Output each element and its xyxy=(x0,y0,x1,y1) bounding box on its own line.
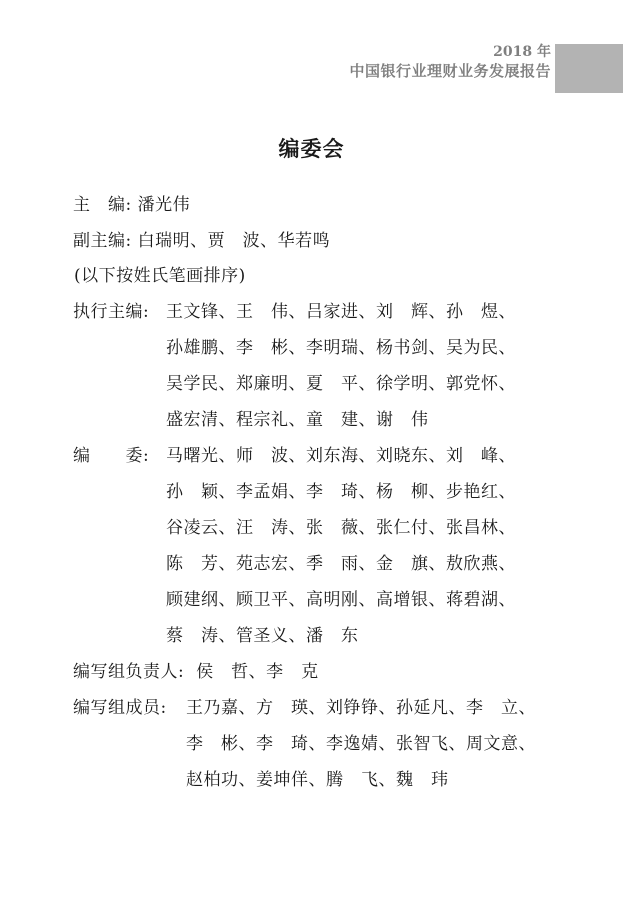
deputy-editor-label: 副主编: xyxy=(73,231,132,251)
editor-row xyxy=(73,190,190,215)
committee-line: 孙 颖、李孟娟、李 琦、杨 柳、步艳红、 xyxy=(166,482,516,502)
writing-lead-names: 侯 哲、李 克 xyxy=(196,662,319,682)
header-year: 2018 年 xyxy=(493,44,551,60)
writing-members-line: 李 彬、李 琦、李逸婧、张智飞、周文意、 xyxy=(186,734,536,754)
header-gray-tab xyxy=(555,44,623,93)
committee-line: 蔡 涛、管圣义、潘 东 xyxy=(166,626,359,646)
executive-editors-line: 孙雄鹏、李 彬、李明瑞、杨书剑、吴为民、 xyxy=(166,338,516,358)
executive-editors-line: 盛宏清、程宗礼、童 建、谢 伟 xyxy=(166,410,429,430)
running-header xyxy=(349,44,551,80)
header-report-title: 中国银行业理财业务发展报告 xyxy=(349,61,551,80)
committee-line: 陈 芳、苑志宏、季 雨、金 旗、敖欣燕、 xyxy=(166,554,516,574)
editor-names: 潘光伟 xyxy=(137,195,191,215)
page-title: 编委会 xyxy=(278,136,345,161)
deputy-editor-names: 白瑞明、贾 波、华若鸣 xyxy=(137,231,331,251)
executive-editors-line: 吴学民、郑廉明、夏 平、徐学明、郭党怀、 xyxy=(166,374,516,394)
committee-line: 马曙光、师 波、刘东海、刘晓东、刘 峰、 xyxy=(166,446,516,466)
committee-line: 谷凌云、汪 涛、张 薇、张仁付、张昌林、 xyxy=(166,518,516,538)
executive-editors-line: 王文锋、王 伟、吕家进、刘 辉、孙 煜、 xyxy=(166,302,516,322)
executive-editors-label: 执行主编: xyxy=(73,302,150,322)
writing-lead-row xyxy=(73,657,319,682)
writing-members-label: 编写组成员: xyxy=(73,698,167,718)
writing-lead-label: 编写组负责人: xyxy=(73,662,185,682)
committee-label: 编 委: xyxy=(73,446,150,466)
writing-members-line: 赵柏功、姜坤佯、腾 飞、魏 玮 xyxy=(186,770,449,790)
order-note: (以下按姓氏笔画排序) xyxy=(74,266,246,286)
editor-label: 主 编: xyxy=(73,195,132,215)
writing-members-line: 王乃嘉、方 瑛、刘铮铮、孙延凡、李 立、 xyxy=(186,698,536,718)
deputy-editor-row xyxy=(73,226,330,251)
committee-line: 顾建纲、顾卫平、高明刚、高增银、蒋碧湖、 xyxy=(166,590,516,610)
